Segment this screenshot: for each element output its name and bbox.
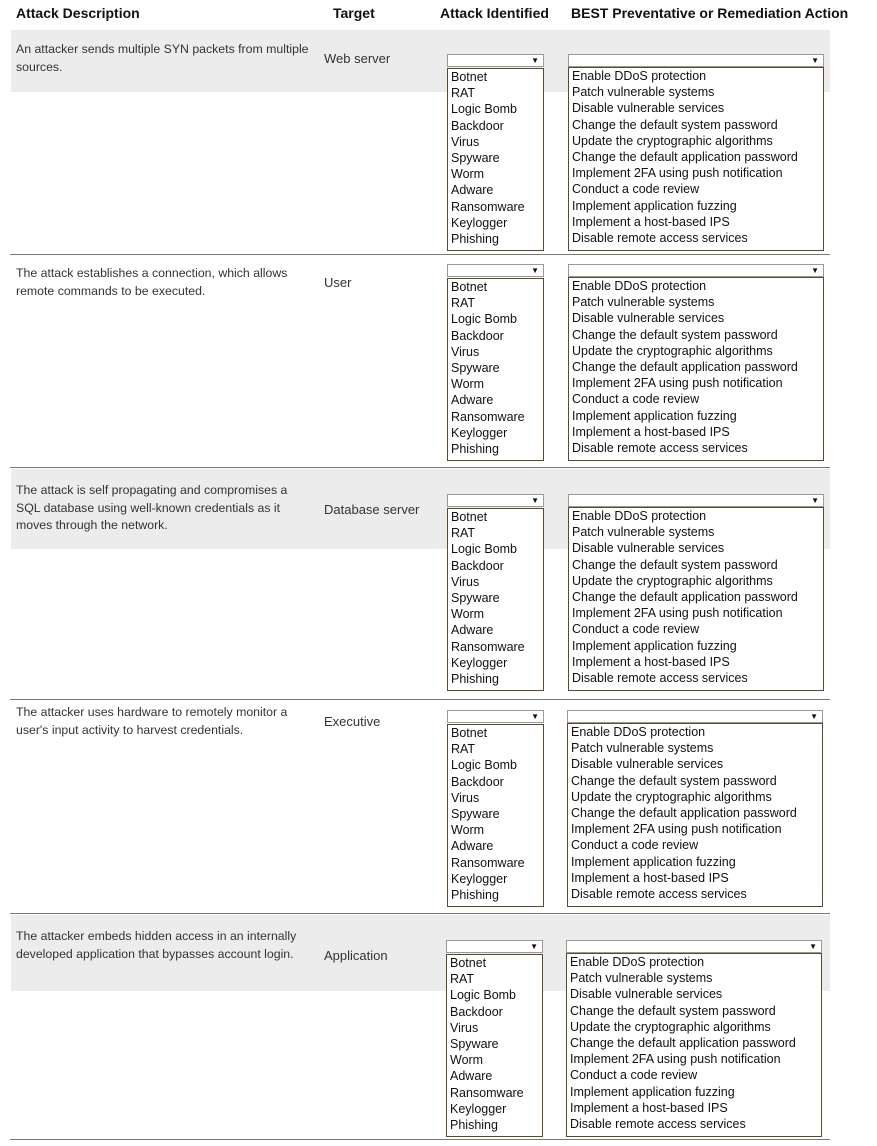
action-option[interactable]: Change the default system password (571, 773, 777, 788)
attack-target: User (324, 275, 352, 290)
attack-identified-select[interactable] (447, 494, 544, 507)
action-options-list[interactable] (568, 277, 824, 461)
attack-target: Application (324, 948, 388, 963)
attack-option[interactable]: Backdoor (451, 328, 504, 343)
action-option[interactable]: Disable vulnerable services (571, 757, 724, 772)
attack-options-list[interactable] (447, 724, 544, 907)
attack-option[interactable]: Virus (451, 574, 480, 589)
attack-option[interactable]: Spyware (451, 807, 500, 822)
action-option[interactable]: Enable DDoS protection (571, 725, 706, 739)
action-option[interactable]: Enable DDoS protection (572, 69, 707, 83)
action-options-list[interactable] (568, 67, 824, 251)
action-option[interactable]: Disable vulnerable services (572, 541, 725, 556)
caret-down-icon[interactable]: ▼ (531, 56, 539, 65)
action-option[interactable]: Patch vulnerable systems (572, 525, 715, 540)
action-option[interactable]: Change the default application password (572, 150, 798, 165)
remediation-action-select[interactable] (566, 940, 822, 953)
attack-option[interactable]: Backdoor (450, 1004, 503, 1019)
action-option[interactable]: Change the default system password (572, 327, 778, 342)
attack-option[interactable]: Keylogger (451, 215, 508, 230)
action-option[interactable]: Change the default application password (570, 1036, 796, 1051)
header-attack-description: Attack Description (16, 5, 140, 21)
attack-options-list[interactable] (447, 68, 544, 251)
action-option[interactable]: Change the default application password (572, 360, 798, 375)
attack-description: The attack establishes a connection, which allows remote commands to be executed. (16, 266, 288, 298)
action-option[interactable]: Change the default system password (570, 1003, 776, 1018)
attack-option[interactable]: Spyware (451, 361, 500, 376)
attack-description: The attacker embeds hidden access in an internally developed application that bypasses account login. (16, 929, 297, 961)
attack-option[interactable]: Adware (451, 623, 494, 638)
action-option[interactable]: Implement a host-based IPS (571, 870, 729, 885)
caret-down-icon[interactable]: ▼ (809, 942, 817, 951)
attack-option[interactable]: Phishing (451, 232, 499, 247)
action-option[interactable]: Implement a host-based IPS (570, 1100, 728, 1115)
action-option[interactable]: Patch vulnerable systems (570, 971, 713, 986)
action-options-list[interactable] (567, 723, 823, 907)
attack-target: Executive (324, 714, 381, 729)
action-option[interactable]: Conduct a code review (571, 838, 699, 853)
action-option[interactable]: Change the default system password (572, 557, 778, 572)
attack-option[interactable]: Backdoor (451, 118, 504, 133)
action-option[interactable]: Disable remote access services (571, 887, 747, 902)
action-option[interactable]: Update the cryptographic algorithms (572, 133, 773, 148)
attack-options-list[interactable] (447, 278, 544, 461)
attack-option[interactable]: RAT (451, 86, 476, 101)
attack-option[interactable]: Adware (451, 393, 494, 408)
attack-options-list[interactable] (446, 954, 543, 1137)
action-option[interactable]: Disable remote access services (572, 441, 748, 456)
attack-option[interactable]: Worm (451, 823, 485, 838)
attack-option[interactable]: RAT (451, 296, 476, 311)
remediation-action-select[interactable] (568, 494, 824, 507)
caret-down-icon[interactable]: ▼ (530, 942, 538, 951)
attack-option[interactable]: Adware (451, 839, 494, 854)
action-option[interactable]: Disable remote access services (572, 231, 748, 246)
action-option[interactable]: Disable remote access services (572, 671, 748, 686)
action-option[interactable]: Change the default system password (572, 117, 778, 132)
attack-option[interactable]: Phishing (451, 442, 499, 457)
action-option[interactable]: Change the default application password (571, 806, 797, 821)
attack-option[interactable]: Keylogger (450, 1101, 507, 1116)
attack-option[interactable]: Botnet (451, 726, 488, 740)
attack-option[interactable]: Backdoor (451, 774, 504, 789)
action-option[interactable]: Implement 2FA using push notification (571, 822, 782, 837)
attack-options-list[interactable] (447, 508, 544, 691)
action-option[interactable]: Implement application fuzzing (572, 408, 737, 423)
action-option[interactable]: Update the cryptographic algorithms (571, 789, 772, 804)
action-option[interactable]: Update the cryptographic algorithms (572, 343, 773, 358)
action-option[interactable]: Patch vulnerable systems (571, 741, 714, 756)
action-option[interactable]: Update the cryptographic algorithms (572, 573, 773, 588)
attack-option[interactable]: Logic Bomb (451, 102, 518, 117)
attack-option[interactable]: Virus (450, 1020, 479, 1035)
action-option[interactable]: Conduct a code review (572, 622, 700, 637)
attack-option[interactable]: Phishing (451, 672, 499, 687)
attack-identified-select[interactable] (447, 54, 544, 67)
action-option[interactable]: Enable DDoS protection (572, 509, 707, 523)
attack-option[interactable]: Worm (450, 1053, 484, 1068)
attack-option[interactable]: Keylogger (451, 655, 508, 670)
action-option[interactable]: Implement 2FA using push notification (572, 166, 783, 181)
caret-down-icon[interactable]: ▼ (811, 56, 819, 65)
attack-description: An attacker sends multiple SYN packets from multiple sources. (16, 42, 309, 74)
attack-option[interactable]: Virus (451, 790, 480, 805)
attack-option[interactable]: Ransomware (451, 409, 525, 424)
caret-down-icon[interactable]: ▼ (531, 712, 539, 721)
remediation-action-select[interactable] (568, 54, 824, 67)
attack-option[interactable]: Ransomware (451, 639, 525, 654)
caret-down-icon[interactable]: ▼ (811, 266, 819, 275)
attack-option[interactable]: Worm (451, 377, 485, 392)
action-option[interactable]: Implement application fuzzing (572, 638, 737, 653)
attack-option[interactable]: Botnet (451, 70, 488, 84)
action-options-list[interactable] (566, 953, 822, 1137)
attack-identified-select[interactable] (447, 710, 544, 723)
attack-option[interactable]: Ransomware (451, 855, 525, 870)
attack-option[interactable]: Backdoor (451, 558, 504, 573)
action-option[interactable]: Patch vulnerable systems (572, 85, 715, 100)
attack-option[interactable]: Adware (450, 1069, 493, 1084)
attack-option[interactable]: Logic Bomb (451, 312, 518, 327)
caret-down-icon[interactable]: ▼ (531, 496, 539, 505)
attack-option[interactable]: Ransomware (451, 199, 525, 214)
attack-option[interactable]: RAT (451, 742, 476, 757)
caret-down-icon[interactable]: ▼ (811, 496, 819, 505)
action-option[interactable]: Conduct a code review (570, 1068, 698, 1083)
attack-target: Web server (324, 51, 391, 66)
action-option[interactable]: Implement application fuzzing (572, 198, 737, 213)
action-option[interactable]: Implement a host-based IPS (572, 424, 730, 439)
attack-option[interactable]: Ransomware (450, 1085, 524, 1100)
action-option[interactable]: Implement 2FA using push notification (570, 1052, 781, 1067)
attack-option[interactable]: Phishing (451, 888, 499, 903)
action-option[interactable]: Patch vulnerable systems (572, 295, 715, 310)
action-option[interactable]: Implement 2FA using push notification (572, 606, 783, 621)
action-option[interactable]: Change the default application password (572, 590, 798, 605)
action-option[interactable]: Enable DDoS protection (570, 955, 705, 969)
attack-option[interactable]: Adware (451, 183, 494, 198)
action-options-list[interactable] (568, 507, 824, 691)
caret-down-icon[interactable]: ▼ (810, 712, 818, 721)
attack-identified-select[interactable] (446, 940, 543, 953)
attack-option[interactable]: Spyware (451, 591, 500, 606)
attack-option[interactable]: Worm (451, 167, 485, 182)
attack-option[interactable]: Virus (451, 344, 480, 359)
attack-description: The attacker uses hardware to remotely monitor a user's input activity to harvest credentials. (16, 705, 288, 737)
attack-option[interactable]: Logic Bomb (451, 542, 518, 557)
attack-target: Database server (324, 502, 420, 517)
attack-description: The attack is self propagating and compromises a SQL database using well-known credentials as it moves through the network. (16, 483, 288, 532)
action-option[interactable]: Implement application fuzzing (570, 1084, 735, 1099)
attack-option[interactable]: Botnet (450, 956, 487, 970)
attack-option[interactable]: Logic Bomb (450, 988, 517, 1003)
action-option[interactable]: Update the cryptographic algorithms (570, 1019, 771, 1034)
attack-option[interactable]: Keylogger (451, 871, 508, 886)
action-option[interactable]: Disable remote access services (570, 1117, 746, 1132)
action-option[interactable]: Implement a host-based IPS (572, 214, 730, 229)
attack-identified-select[interactable] (447, 264, 544, 277)
header-target: Target (333, 5, 375, 21)
caret-down-icon[interactable]: ▼ (531, 266, 539, 275)
remediation-action-select[interactable] (568, 264, 824, 277)
action-option[interactable]: Implement a host-based IPS (572, 654, 730, 669)
attack-option[interactable]: Logic Bomb (451, 758, 518, 773)
attack-option[interactable]: Botnet (451, 280, 488, 294)
attack-option[interactable]: Keylogger (451, 425, 508, 440)
action-option[interactable]: Disable vulnerable services (570, 987, 723, 1002)
attack-option[interactable]: RAT (450, 972, 475, 987)
remediation-action-select[interactable] (567, 710, 823, 723)
action-option[interactable]: Conduct a code review (572, 182, 700, 197)
header-attack-identified: Attack Identified (440, 5, 549, 21)
attack-option[interactable]: RAT (451, 526, 476, 541)
action-option[interactable]: Disable vulnerable services (572, 101, 725, 116)
action-option[interactable]: Conduct a code review (572, 392, 700, 407)
action-option[interactable]: Disable vulnerable services (572, 311, 725, 326)
action-option[interactable]: Implement 2FA using push notification (572, 376, 783, 391)
action-option[interactable]: Implement application fuzzing (571, 854, 736, 869)
attack-option[interactable]: Spyware (450, 1037, 499, 1052)
attack-option[interactable]: Botnet (451, 510, 488, 524)
attack-option[interactable]: Spyware (451, 151, 500, 166)
header-best-action: BEST Preventative or Remediation Action (571, 5, 849, 21)
action-option[interactable]: Enable DDoS protection (572, 279, 707, 293)
attack-option[interactable]: Virus (451, 134, 480, 149)
attack-option[interactable]: Worm (451, 607, 485, 622)
attack-option[interactable]: Phishing (450, 1118, 498, 1133)
